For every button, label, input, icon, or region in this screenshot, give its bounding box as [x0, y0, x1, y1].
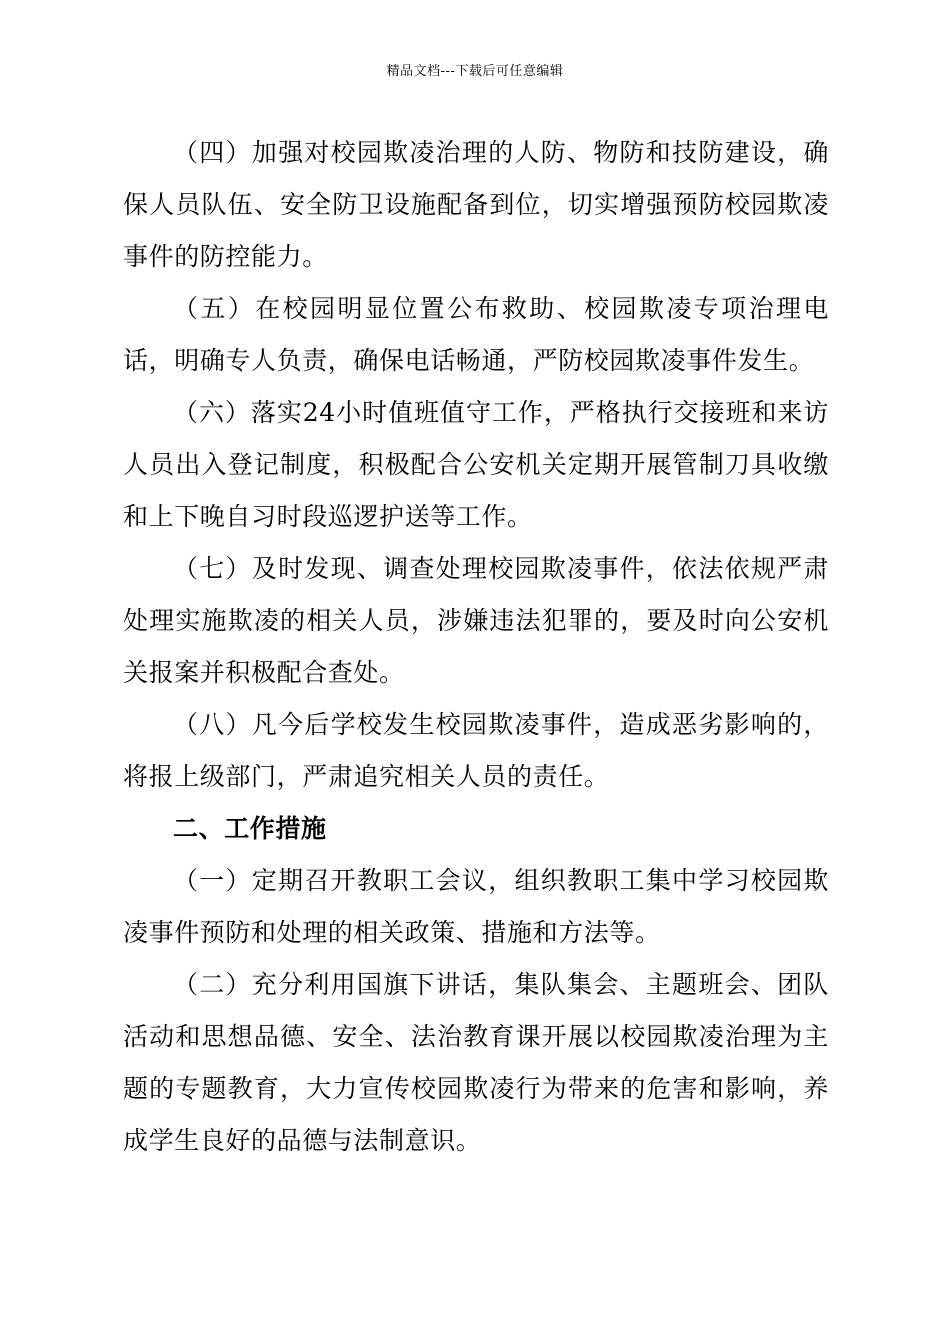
paragraph-7: （七）及时发现、调查处理校园欺凌事件，依法依规严肃处理实施欺凌的相关人员，涉嫌违法犯罪的，要及时向公安机关报案并积极配合查处。 — [123, 554, 829, 687]
document-body — [123, 127, 829, 1167]
page-header: 精品文档---下载后可任意编辑 — [386, 64, 564, 79]
paragraph-6: （六）落实24小时值班值守工作，严格执行交接班和来访人员出入登记制度，积极配合公安机关定期开展管制刀具收缴和上下晚自习时段巡逻护送等工作。 — [123, 398, 829, 531]
section-heading-work-measures: 二、工作措施 — [173, 814, 327, 843]
paragraph-measure-1: （一）定期召开教职工会议，组织教职工集中学习校园欺凌事件预防和处理的相关政策、措施和方法等。 — [123, 866, 829, 947]
paragraph-4: （四）加强对校园欺凌治理的人防、物防和技防建设，确保人员队伍、安全防卫设施配备到位，切实增强预防校园欺凌事件的防控能力。 — [123, 138, 829, 271]
paragraph-5: （五）在校园明显位置公布救助、校园欺凌专项治理电话，明确专人负责，确保电话畅通，严防校园欺凌事件发生。 — [123, 294, 829, 375]
paragraph-measure-2: （二）充分利用国旗下讲话，集队集会、主题班会、团队活动和思想品德、安全、法治教育课开展以校园欺凌治理为主题的专题教育，大力宣传校园欺凌行为带来的危害和影响，养成学生良好的品德与法制意识。 — [123, 970, 829, 1155]
paragraph-8: （八）凡今后学校发生校园欺凌事件，造成恶劣影响的，将报上级部门，严肃追究相关人员的责任。 — [123, 710, 829, 791]
